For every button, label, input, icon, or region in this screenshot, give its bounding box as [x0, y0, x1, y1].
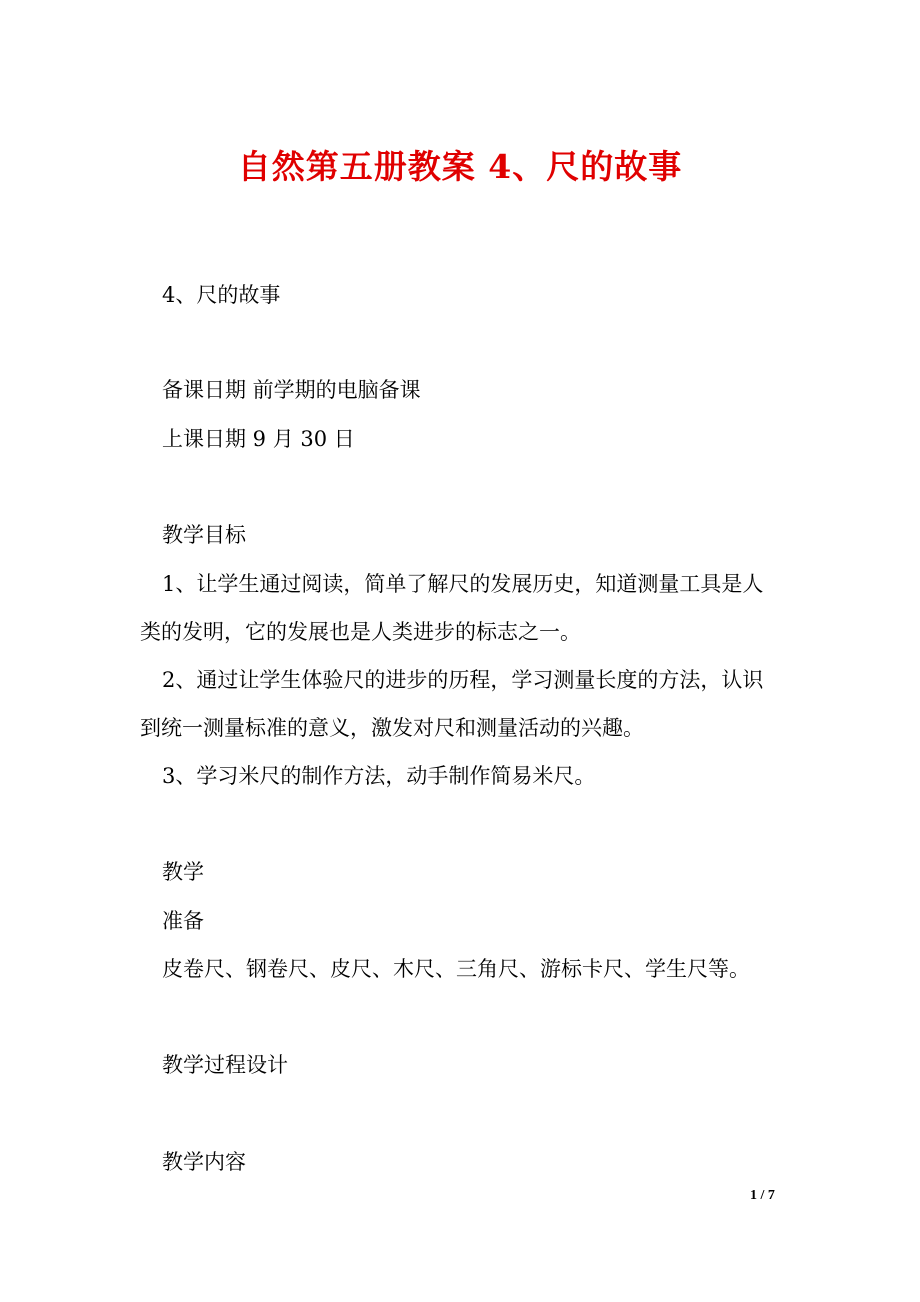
- objective-3: 3、学习米尺的制作方法，动手制作简易米尺。: [162, 764, 596, 788]
- page-number: 1 / 7: [750, 1188, 775, 1203]
- document-title: 自然第五册教案 4、尺的故事: [237, 147, 683, 186]
- objective-2-line-2: 到统一测量标准的意义，激发对尺和测量活动的兴趣。: [140, 716, 644, 740]
- content-heading: 教学内容: [162, 1150, 246, 1174]
- objective-1-line-1: 1、让学生通过阅读，简单了解尺的发展历史，知道测量工具是人: [162, 572, 764, 596]
- prep-date: 备课日期 前学期的电脑备课: [162, 378, 421, 402]
- objectives-heading: 教学目标: [162, 523, 246, 547]
- objective-1-line-2: 类的发明，它的发展也是人类进步的标志之一。: [140, 620, 581, 644]
- prep-heading-2: 准备: [162, 909, 204, 933]
- prep-heading-1: 教学: [162, 860, 204, 884]
- section-subtitle: 4、尺的故事: [162, 283, 281, 307]
- class-date: 上课日期 9 月 30 日: [162, 427, 355, 451]
- objective-2-line-1: 2、通过让学生体验尺的进步的历程，学习测量长度的方法，认识: [162, 668, 764, 692]
- prep-items: 皮卷尺、钢卷尺、皮尺、木尺、三角尺、游标卡尺、学生尺等。: [162, 957, 750, 981]
- process-heading: 教学过程设计: [162, 1053, 288, 1077]
